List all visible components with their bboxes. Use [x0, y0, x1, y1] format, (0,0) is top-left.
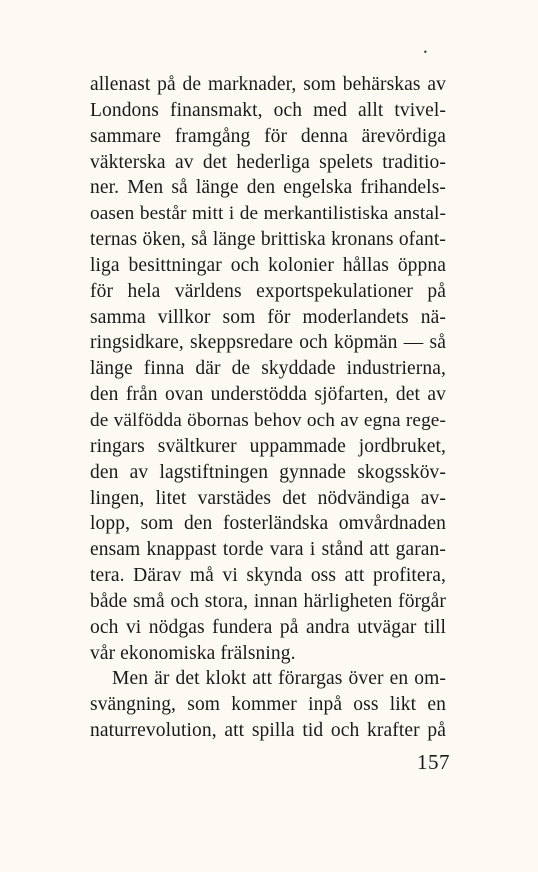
- text-line: tera. Därav må vi skynda oss att profitera,: [90, 565, 446, 587]
- text-line: naturrevolution, att spilla tid och krafter på: [90, 720, 446, 742]
- text-line: liga besittningar och kolonier hållas öppna: [90, 254, 446, 276]
- text-line: ternas öken, så länge brittiska kronans ofant-: [90, 229, 446, 251]
- text-line: svängning, som kommer inpå oss likt en: [90, 694, 446, 716]
- text-line: sammare framgång för denna ärevördiga: [90, 125, 446, 147]
- text-line: väkterska av det hederliga spelets traditio-: [90, 151, 446, 173]
- body-text: [90, 72, 446, 744]
- printer-mark: •: [423, 48, 428, 57]
- text-line: ner. Men så länge den engelska frihandels-: [90, 177, 446, 199]
- text-line: ringsidkare, skeppsredare och köpmän — så: [90, 332, 446, 354]
- text-line: samma villkor som för moderlandets nä-: [90, 306, 446, 328]
- text-line: oasen består mitt i de merkantilistiska anstal-: [90, 203, 446, 225]
- text-line: lingen, litet varstädes det nödvändiga av-: [90, 487, 446, 509]
- text-line: vår ekonomiska frälsning.: [90, 642, 296, 664]
- text-line: Londons finansmakt, och med allt tvivel-: [90, 99, 446, 121]
- text-line: de välfödda öbornas behov och av egna rege-: [90, 409, 446, 431]
- text-line: både små och stora, innan härligheten förgår: [90, 590, 446, 612]
- text-line: allenast på de marknader, som behärskas av: [90, 74, 446, 95]
- text-line: lopp, som den fosterländska omvårdnaden: [90, 513, 446, 535]
- text-line: Men är det klokt att förargas över en om-: [112, 668, 446, 690]
- text-line: den från ovan understödda sjöfarten, det av: [90, 384, 446, 406]
- text-line: länge finna där de skyddade industrierna,: [90, 358, 446, 380]
- text-line: ringars svältkurer uppammade jordbruket,: [90, 435, 446, 457]
- text-line: för hela världens exportspekulationer på: [90, 280, 446, 302]
- text-line: den av lagstiftningen gynnade skogssköv-: [90, 461, 446, 483]
- page-number: 157: [417, 750, 450, 774]
- text-line: ensam knappast torde vara i stånd att garan-: [90, 539, 446, 561]
- text-line: och vi nödgas fundera på andra utvägar till: [90, 616, 446, 638]
